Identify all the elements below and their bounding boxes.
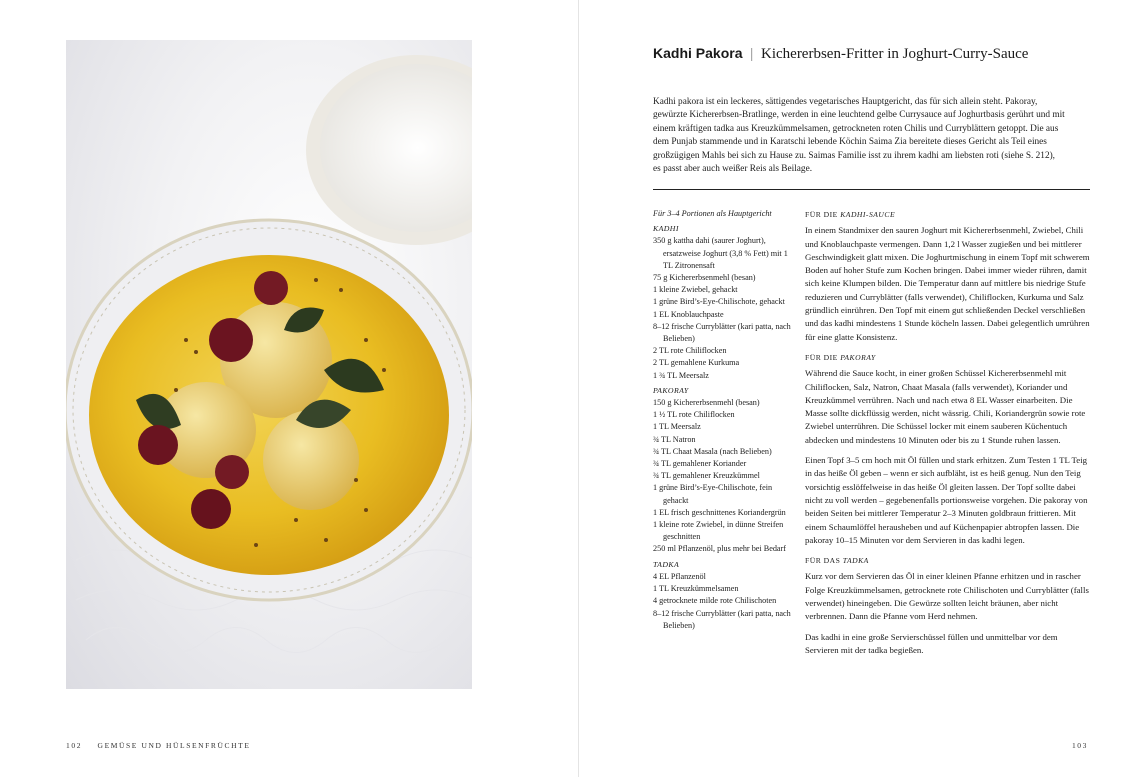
method-section-heading [805,208,1090,221]
ingredient-item: 1 ½ TL rote Chiliflocken [653,410,735,420]
method-section-heading [805,554,1090,567]
servings: Für 3–4 Portionen als Hauptgericht [653,209,772,218]
ingredient-item: 1 ¾ TL Meersalz [653,370,709,380]
method-heading-name: PAKORAY [840,352,876,362]
method-heading-name: TADKA [842,556,869,566]
section-title: GEMÜSE UND HÜLSENFRÜCHTE [97,741,251,750]
method-paragraph: In einem Standmixer den sauren Joghurt mit Kichererbsenmehl, Zwiebel, Chili und Knoblauchpaste vermengen. Dann 1,2 l Wasser zugießen und bei mittlerer Geschwindigkeit glatt mixen. Die Joghurtmischung in einem Topf mit schwerem Boden auf hoher Stufe zum Kochen bringen. Dabei immer wieder rühren, damit sich keine Klumpen bilden. Die Temperatur dann auf mittlere bis niedrige Stufe reduzieren und Curryblätter (falls verwendet), Chiliflocken, Kurkuma und Salz gründlich einrühren. Den Topf mit einem gut schließenden Deckel verschließen und das kadhi mindestens 1 Stunde köcheln lassen. Dabei gelegentlich umrühren für eine glatte Konsistenz. [805,225,1090,342]
method-heading-prefix: FÜR DAS [805,556,841,566]
intro-divider [653,189,1090,190]
recipe-title-main: Kadhi Pakora [653,45,743,61]
title-separator: | [750,46,754,62]
method-column [805,208,1090,664]
method-paragraph: Kurz vor dem Servieren das Öl in einer kleinen Pfanne erhitzen und in rascher Folge Kreuzkümmelsamen, getrocknete rote Chilischoten und Curryblätter (falls verwendet) hineingeben. Die Gewürze sollten leicht bräunen, aber nicht verbrennen. Dann die Pfanne vom Herd nehmen. [805,571,1089,622]
dish-photo [66,40,472,689]
ingredient-group-heading: TADKA [653,559,680,569]
ingredient-item: 8–12 frische Curryblätter (kari patta, nach Belieben) [653,608,791,630]
ingredient-item: 250 ml Pflanzenöl, plus mehr bei Bedarf [653,544,787,554]
ingredient-item: 1 EL Knoblauchpaste [653,309,724,319]
ingredient-item: 150 g Kichererbsenmehl (besan) [653,398,760,408]
ingredient-item: ¾ TL Natron [653,434,696,444]
method-section-heading [805,351,1090,364]
method-paragraph: Einen Topf 3–5 cm hoch mit Öl füllen und stark erhitzen. Zum Testen 1 TL Teig in das heiße Öl geben – wenn er sich aufbläht, ist es heiß genug. Nun den Teig vorsichtig esslöffelweise in das heiße Öl gleiten lassen. Der Topf sollte dabei nicht zu voll werden – gegebenenfalls portionsweise vorgehen. Die pakoray von beiden Seiten bei mittlerer Temperatur 2–3 Minuten goldbraun frittieren. Mit einem Schaumlöffel herausheben und auf Küchenpapier abtropfen lassen. Die pakoray 10–15 Minuten vor dem Servieren in das kadhi legen. [805,455,1088,545]
ingredient-item: 350 g kattha dahi (saurer Joghurt), ersatzweise Joghurt (3,8 % Fett) mit 1 TL Zitronensaft [653,236,788,270]
method-paragraph: Das kadhi in eine große Servierschüssel füllen und unmittelbar vor dem Servieren mit der tadka begießen. [805,631,1058,655]
spread-gutter [578,0,579,777]
ingredient-item: 4 EL Pflanzenöl [653,571,706,581]
ingredient-item: 8–12 frische Curryblätter (kari patta, nach Belieben) [653,321,791,344]
recipe-title-sub: Kichererbsen-Fritter in Joghurt-Curry-Sauce [761,46,1029,62]
ingredient-group-heading: PAKORAY [653,385,689,395]
method-heading-name: KADHI-SAUCE [840,210,896,219]
ingredient-item: ¾ TL gemahlener Kreuzkümmel [653,471,760,481]
ingredient-item: 1 TL Meersalz [653,422,701,432]
ingredient-item: 1 TL Kreuzkümmelsamen [653,584,739,594]
left-page-footer [66,741,251,750]
ingredient-item: 4 getrocknete milde rote Chilischoten [653,596,777,606]
ingredient-group-heading: KADHI [653,224,679,234]
ingredient-item: 2 TL rote Chiliflocken [653,346,727,356]
ingredient-item: 1 EL frisch geschnittenes Koriandergrün [653,507,786,517]
ingredient-item: 75 g Kichererbsenmehl (besan) [653,273,756,283]
method-heading-prefix: FÜR DIE [805,210,838,219]
ingredient-item: 1 grüne Bird’s-Eye-Chilischote, gehackt [653,297,785,307]
ingredient-item: 1 grüne Bird’s-Eye-Chilischote, fein gehackt [653,483,773,505]
recipe-title [653,45,1028,63]
recipe-intro: Kadhi pakora ist ein leckeres, sättigendes vegetarisches Hauptgericht, das für sich allein steht. Pakoray, gewürzte Kichererbsen-Bratlinge, werden in eine leuchtend gelbe Currysauce auf Joghurtbasis gerührt und mit einem kräftigen tadka aus Kreuzkümmelsamen, getrockneten roten Chilis und Curryblättern getoppt. Die aus dem Punjab stammende und in Karatschi lebende Köchin Saima Zia bereitete dieses Gericht als Teil eines großzügigen Mahls bei sich zu Hause zu. Saimas Familie isst zu ihrem kadhi am liebsten roti (siehe S. 212), es passt aber auch weißer Reis als Beilage. [653,97,1065,175]
ingredient-item: ¾ TL Chaat Masala (nach Belieben) [653,446,772,456]
page-number-right: 103 [1071,741,1088,750]
method-heading-prefix: FÜR DIE [805,352,838,362]
ingredient-item: 1 kleine Zwiebel, gehackt [653,285,738,295]
method-paragraph: Während die Sauce kocht, in einer großen Schüssel Kichererbsenmehl mit Chiliflocken, Salz, Natron, Chaat Masala (falls verwendet), Koriander und Kreuzkümmel verrühren. Nach und nach etwa 8 EL Wasser einarbeiten. Die Masse sollte dickflüssig werden, nicht wässrig. Chili, Koriandergrün sowie rote Zwiebel unterrühren. Die Schüssel locker mit einem sauberen Küchentuch abdecken und mindestens 10 Minuten oder bis zu 1 Stunde ruhen lassen. [805,368,1086,445]
ingredient-item: 2 TL gemahlene Kurkuma [653,358,740,368]
page-number-left: 102 [66,741,83,750]
ingredient-item: 1 kleine rote Zwiebel, in dünne Streifen geschnitten [653,520,784,542]
ingredients-column [653,208,793,632]
right-page-footer [1072,741,1088,750]
ingredient-item: ¾ TL gemahlener Koriander [653,459,747,469]
